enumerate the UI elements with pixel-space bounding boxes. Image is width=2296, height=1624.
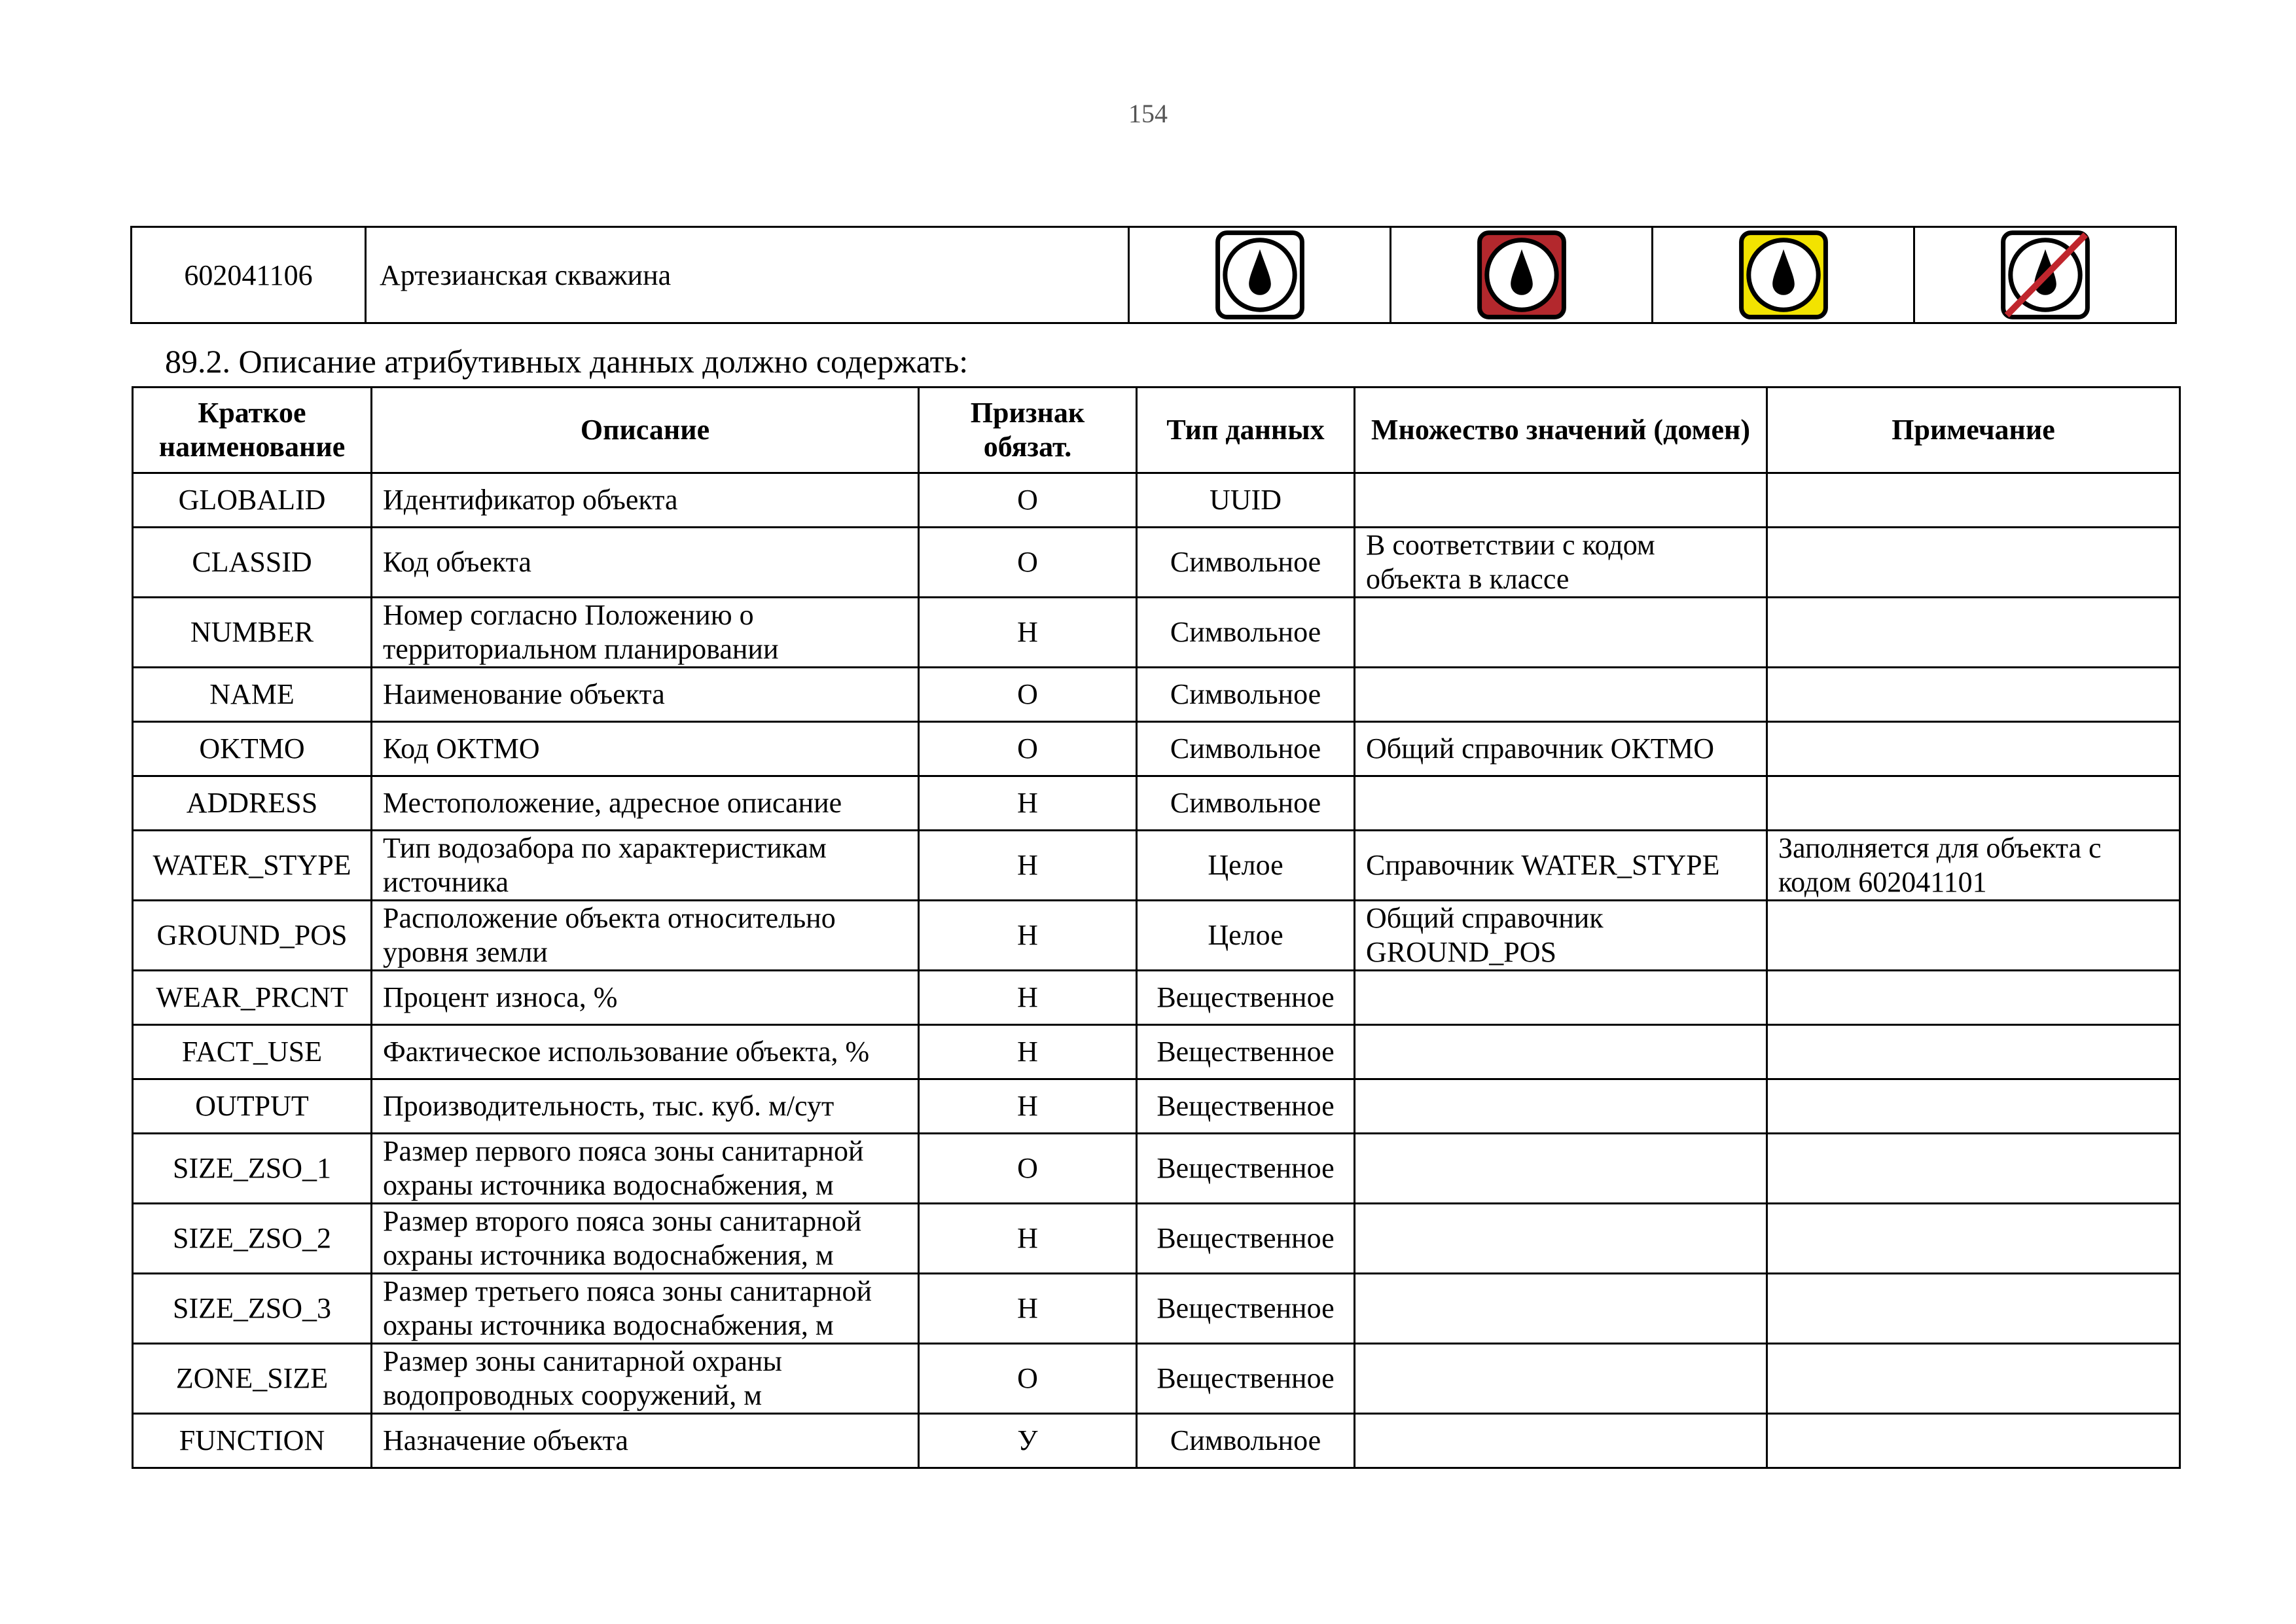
icon-cell — [1129, 227, 1391, 323]
table-row — [133, 831, 2180, 901]
cell-short-name: FACT_USE — [133, 1025, 372, 1079]
page-number: 154 — [1128, 99, 1168, 128]
artesian-well-icon-yellow — [1738, 229, 1829, 321]
cell-required: О — [919, 1344, 1137, 1414]
cell-description: Назначение объекта — [372, 1414, 919, 1468]
cell-required: О — [919, 1134, 1137, 1204]
cell-description: Местоположение, адресное описание — [372, 776, 919, 831]
cell-short-name: WATER_STYPE — [133, 831, 372, 901]
cell-required: У — [919, 1414, 1137, 1468]
cell-description: Идентификатор объекта — [372, 473, 919, 528]
cell-short-name: GROUND_POS — [133, 901, 372, 971]
cell-required: Н — [919, 1274, 1137, 1344]
cell-short-name: SIZE_ZSO_3 — [133, 1274, 372, 1344]
cell-description: Процент износа, % — [372, 971, 919, 1025]
table-row — [133, 971, 2180, 1025]
cell-required: Н — [919, 776, 1137, 831]
symbol-row — [132, 227, 2176, 323]
header-description: Описание — [372, 388, 919, 473]
cell-data-type: UUID — [1137, 473, 1355, 528]
cell-short-name: ADDRESS — [133, 776, 372, 831]
cell-description: Код объекта — [372, 528, 919, 598]
cell-required: Н — [919, 831, 1137, 901]
table-row — [133, 528, 2180, 598]
cell-note — [1767, 598, 2180, 668]
symbol-table — [130, 226, 2177, 324]
cell-required: Н — [919, 1025, 1137, 1079]
cell-short-name: OKTMO — [133, 722, 372, 776]
section-heading: 89.2. Описание атрибутивных данных должно содержать: — [165, 343, 969, 380]
cell-note — [1767, 528, 2180, 598]
cell-data-type: Символьное — [1137, 776, 1355, 831]
cell-domain — [1355, 1079, 1767, 1134]
cell-note — [1767, 1204, 2180, 1274]
cell-domain — [1355, 971, 1767, 1025]
table-row — [133, 473, 2180, 528]
cell-domain: Справочник WATER_STYPE — [1355, 831, 1767, 901]
cell-note — [1767, 1344, 2180, 1414]
cell-data-type: Символьное — [1137, 598, 1355, 668]
cell-data-type: Символьное — [1137, 722, 1355, 776]
cell-description: Размер зоны санитарной охраны водопроводных сооружений, м — [372, 1344, 919, 1414]
cell-domain — [1355, 1134, 1767, 1204]
cell-description: Размер первого пояса зоны санитарной охраны источника водоснабжения, м — [372, 1134, 919, 1204]
cell-data-type: Символьное — [1137, 528, 1355, 598]
cell-short-name: OUTPUT — [133, 1079, 372, 1134]
header-note: Примечание — [1767, 388, 2180, 473]
header-data-type: Тип данных — [1137, 388, 1355, 473]
cell-note — [1767, 1274, 2180, 1344]
cell-data-type: Вещественное — [1137, 1344, 1355, 1414]
cell-note — [1767, 722, 2180, 776]
cell-note — [1767, 1134, 2180, 1204]
cell-note — [1767, 1079, 2180, 1134]
icon-cell — [1653, 227, 1914, 323]
cell-data-type: Вещественное — [1137, 1025, 1355, 1079]
cell-required: О — [919, 668, 1137, 722]
table-row — [133, 598, 2180, 668]
cell-short-name: SIZE_ZSO_2 — [133, 1204, 372, 1274]
table-header-row — [133, 388, 2180, 473]
object-code: 602041106 — [132, 227, 366, 323]
cell-short-name: FUNCTION — [133, 1414, 372, 1468]
cell-data-type: Целое — [1137, 901, 1355, 971]
cell-note — [1767, 901, 2180, 971]
cell-data-type: Вещественное — [1137, 1134, 1355, 1204]
cell-required: Н — [919, 901, 1137, 971]
cell-description: Производительность, тыс. куб. м/сут — [372, 1079, 919, 1134]
artesian-well-icon-red — [1476, 229, 1568, 321]
table-row — [133, 1344, 2180, 1414]
cell-short-name: GLOBALID — [133, 473, 372, 528]
cell-description: Наименование объекта — [372, 668, 919, 722]
cell-description: Тип водозабора по характеристикам источника — [372, 831, 919, 901]
cell-domain — [1355, 776, 1767, 831]
table-row — [133, 668, 2180, 722]
table-row — [133, 1079, 2180, 1134]
table-row — [133, 776, 2180, 831]
cell-description: Фактическое использование объекта, % — [372, 1025, 919, 1079]
cell-domain — [1355, 1025, 1767, 1079]
cell-domain — [1355, 1344, 1767, 1414]
table-row — [133, 901, 2180, 971]
table-row — [133, 1204, 2180, 1274]
cell-note — [1767, 473, 2180, 528]
cell-domain — [1355, 598, 1767, 668]
icon-cell — [1391, 227, 1653, 323]
cell-data-type: Вещественное — [1137, 971, 1355, 1025]
cell-required: Н — [919, 598, 1137, 668]
header-short-name: Краткое наименование — [133, 388, 372, 473]
cell-domain — [1355, 1274, 1767, 1344]
cell-short-name: NAME — [133, 668, 372, 722]
cell-note: Заполняется для объекта с кодом 602041101 — [1767, 831, 2180, 901]
cell-description: Код ОКТМО — [372, 722, 919, 776]
header-domain: Множество значений (домен) — [1355, 388, 1767, 473]
table-row — [133, 1414, 2180, 1468]
cell-domain — [1355, 668, 1767, 722]
icon-cell — [1914, 227, 2176, 323]
attribute-table — [132, 386, 2181, 1469]
artesian-well-icon-white — [1214, 229, 1306, 321]
cell-data-type: Вещественное — [1137, 1204, 1355, 1274]
cell-required: Н — [919, 971, 1137, 1025]
cell-description: Номер согласно Положению о территориальном планировании — [372, 598, 919, 668]
table-row — [133, 1274, 2180, 1344]
cell-description: Расположение объекта относительно уровня земли — [372, 901, 919, 971]
cell-note — [1767, 971, 2180, 1025]
cell-short-name: SIZE_ZSO_1 — [133, 1134, 372, 1204]
cell-data-type: Вещественное — [1137, 1079, 1355, 1134]
cell-required: О — [919, 473, 1137, 528]
cell-domain: В соответствии с кодом объекта в классе — [1355, 528, 1767, 598]
cell-required: Н — [919, 1204, 1137, 1274]
cell-short-name: CLASSID — [133, 528, 372, 598]
cell-description: Размер третьего пояса зоны санитарной охраны источника водоснабжения, м — [372, 1274, 919, 1344]
cell-required: Н — [919, 1079, 1137, 1134]
table-row — [133, 1134, 2180, 1204]
cell-domain: Общий справочник ОКТМО — [1355, 722, 1767, 776]
cell-note — [1767, 1025, 2180, 1079]
cell-note — [1767, 776, 2180, 831]
table-row — [133, 1025, 2180, 1079]
cell-domain: Общий справочник GROUND_POS — [1355, 901, 1767, 971]
cell-note — [1767, 668, 2180, 722]
cell-domain — [1355, 473, 1767, 528]
cell-note — [1767, 1414, 2180, 1468]
cell-domain — [1355, 1204, 1767, 1274]
cell-domain — [1355, 1414, 1767, 1468]
cell-short-name: WEAR_PRCNT — [133, 971, 372, 1025]
cell-required: О — [919, 528, 1137, 598]
cell-description: Размер второго пояса зоны санитарной охраны источника водоснабжения, м — [372, 1204, 919, 1274]
cell-required: О — [919, 722, 1137, 776]
object-name: Артезианская скважина — [366, 227, 1129, 323]
cell-data-type: Символьное — [1137, 668, 1355, 722]
table-row — [133, 722, 2180, 776]
header-required: Признак обязат. — [919, 388, 1137, 473]
cell-data-type: Символьное — [1137, 1414, 1355, 1468]
artesian-well-icon-crossed — [2000, 229, 2091, 321]
cell-data-type: Целое — [1137, 831, 1355, 901]
cell-data-type: Вещественное — [1137, 1274, 1355, 1344]
cell-short-name: NUMBER — [133, 598, 372, 668]
cell-short-name: ZONE_SIZE — [133, 1344, 372, 1414]
